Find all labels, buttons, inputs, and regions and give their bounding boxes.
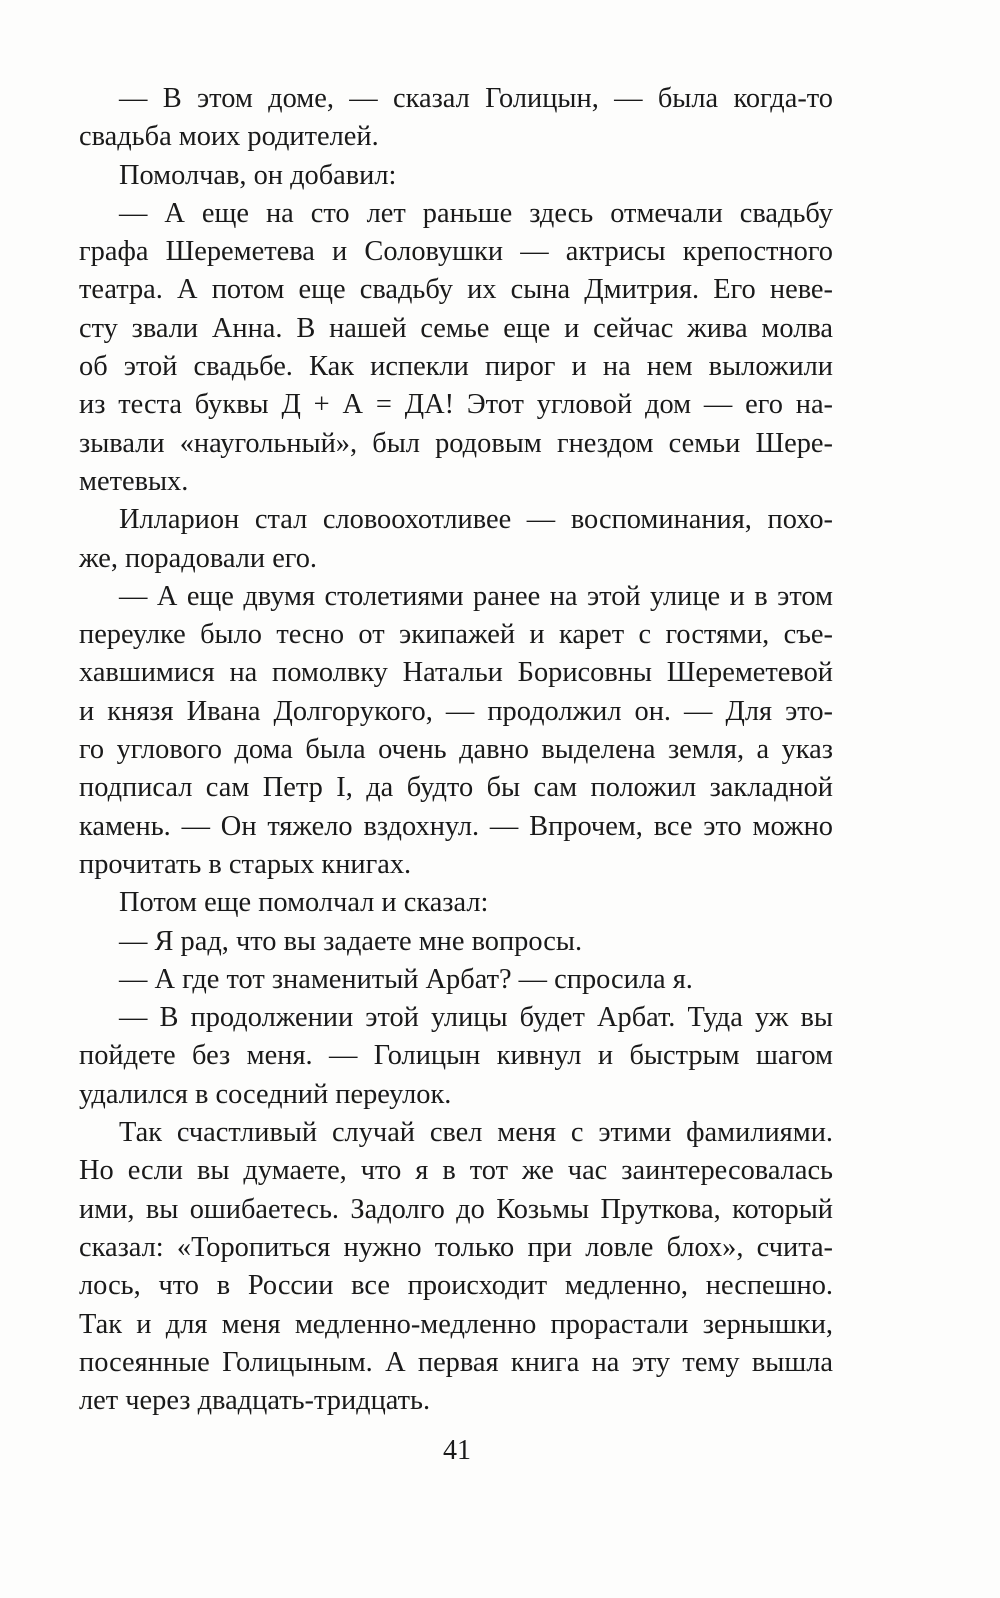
text-line: зывали «наугольный», был родовым гнездом семьи Шере- (79, 427, 833, 459)
text-line: театра. А потом еще свадьбу их сына Дмитрия. Его неве- (79, 274, 833, 306)
text-line: метевых. (79, 465, 189, 497)
text-line: Потом еще помолчал и сказал: (119, 887, 489, 919)
text-line: прочитать в старых книгах. (79, 848, 412, 880)
text-line: сту звали Анна. В нашей семье еще и сейчас жива молва (79, 312, 833, 344)
text-line: свадьба моих родителей. (79, 121, 379, 153)
text-line: лет через двадцать-тридцать. (79, 1385, 431, 1417)
text-line: пойдете без меня. — Голицын кивнул и быстрым шагом (79, 1040, 833, 1072)
body-text (79, 80, 833, 1420)
text-line: ими, вы ошибаетесь. Задолго до Козьмы Пруткова, который (79, 1193, 833, 1225)
text-line: и князя Ивана Долгорукого, — продолжил он. — Для это- (79, 695, 833, 727)
text-line: сказал: «Торопиться нужно только при ловле блох», счита- (79, 1231, 833, 1263)
text-line: — А еще на сто лет раньше здесь отмечали свадьбу (119, 197, 833, 229)
text-line: графа Шереметева и Соловушки — актрисы крепостного (79, 236, 833, 268)
text-line: Так счастливый случай свел меня с этими фамилиями. (119, 1117, 833, 1149)
text-line: переулке было тесно от экипажей и карет с гостями, съе- (79, 619, 833, 651)
text-line: посеянные Голицыным. А первая книга на эту тему вышла (79, 1346, 833, 1378)
text-line: Так и для меня медленно-медленно прорастали зернышки, (79, 1308, 833, 1340)
text-line: же, порадовали его. (79, 542, 318, 574)
text-line: го углового дома была очень давно выделена земля, а указ (79, 734, 833, 766)
text-line: удалился в соседний переулок. (79, 1078, 452, 1110)
text-line: хавшимися на помолвку Натальи Борисовны Шереметевой (79, 657, 833, 689)
text-line: — Я рад, что вы задаете мне вопросы. (119, 925, 583, 957)
text-line: — В этом доме, — сказал Голицын, — была когда-то (119, 83, 833, 114)
text-line: об этой свадьбе. Как испекли пирог и на нем выложили (79, 351, 833, 383)
text-line: Помолчав, он добавил: (119, 159, 397, 191)
text-line: подписал сам Петр I, да будто бы сам положил закладной (79, 772, 833, 804)
text-line: — А еще двумя столетиями ранее на этой улице и в этом (119, 580, 833, 612)
text-line: — В продолжении этой улицы будет Арбат. Туда уж вы (119, 1002, 833, 1034)
text-line: лось, что в России все происходит медленно, неспешно. (79, 1270, 833, 1302)
page-number: 41 (443, 1435, 471, 1466)
text-line: из теста буквы Д + А = ДА! Этот угловой дом — его на- (79, 389, 833, 421)
text-line: Илларион стал словоохотливее — воспоминания, похо- (119, 504, 833, 536)
text-line: — А где тот знаменитый Арбат? — спросила я. (119, 963, 693, 995)
text-line: Но если вы думаете, что я в тот же час заинтересовалась (79, 1155, 833, 1187)
text-line: камень. — Он тяжело вздохнул. — Впрочем, все это можно (79, 810, 833, 842)
